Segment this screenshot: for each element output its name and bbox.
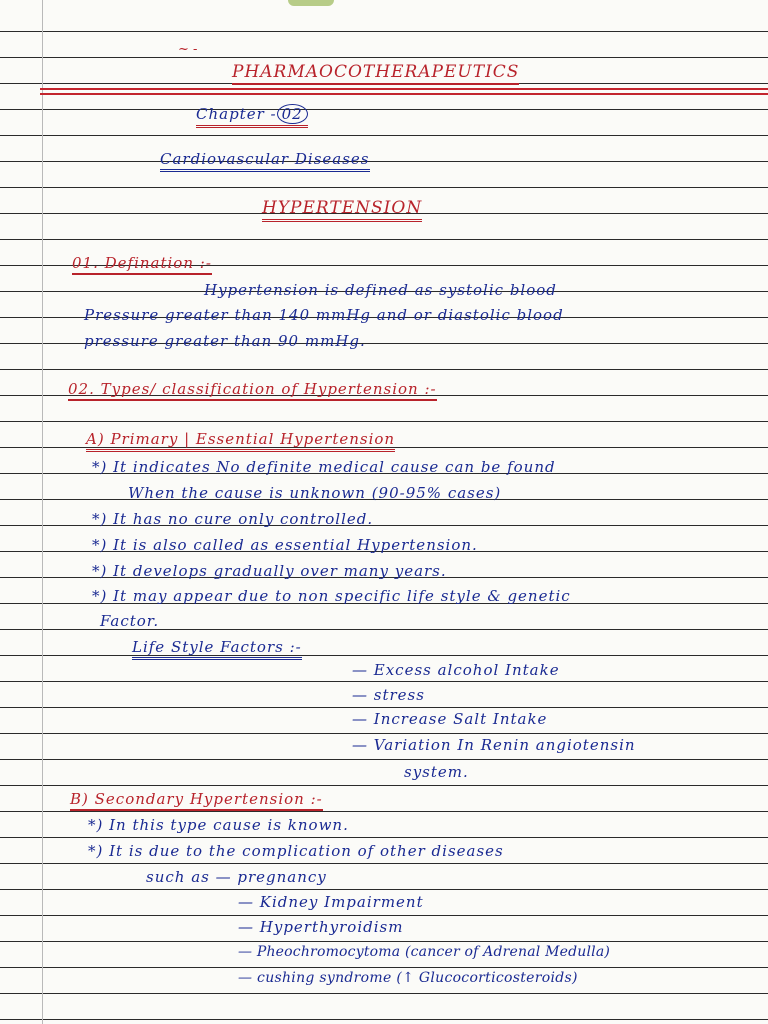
lifestyle-item-4: — Variation In Renin angiotensin [352, 736, 636, 754]
primary-heading: A) Primary | Essential Hypertension [86, 430, 395, 452]
secondary-heading: B) Secondary Hypertension :- [70, 790, 323, 811]
title-red-rule [40, 88, 768, 90]
primary-point-5: *) It may appear due to non specific life style & genetic [92, 587, 571, 605]
lifestyle-item-2: — stress [352, 686, 425, 704]
chapter-number: 02 [277, 104, 308, 124]
primary-point-4: *) It develops gradually over many years. [92, 562, 447, 580]
definition-line-3: pressure greater than 90 mmHg. [84, 332, 366, 350]
secondary-item-3: — Pheochromocytoma (cancer of Adrenal Medulla) [238, 944, 611, 960]
secondary-item-1: — Kidney Impairment [238, 893, 424, 911]
lifestyle-item-3: — Increase Salt Intake [352, 710, 548, 728]
margin-line [42, 0, 43, 1024]
chapter-label: Chapter - [196, 105, 277, 123]
topic-heading: HYPERTENSION [262, 198, 422, 222]
definition-line-2: Pressure greater than 140 mmHg and or diastolic blood [84, 306, 564, 324]
definition-heading: 01. Defination :- [72, 254, 212, 275]
primary-point-5-cont: Factor. [100, 612, 160, 630]
primary-point-1-cont: When the cause is unknown (90-95% cases) [128, 484, 502, 502]
secondary-point-2: *) It is due to the complication of other diseases [88, 842, 504, 860]
lifestyle-heading: Life Style Factors :- [132, 638, 302, 660]
lifestyle-item-1: — Excess alcohol Intake [352, 661, 560, 679]
scribble-mark: ~ - [178, 42, 198, 57]
secondary-item-2: — Hyperthyroidism [238, 918, 404, 936]
secondary-point-1: *) In this type cause is known. [88, 816, 349, 834]
definition-line-1: Hypertension is defined as systolic blood [204, 281, 557, 299]
secondary-item-4: — cushing syndrome (↑ Glucocorticosteroids) [238, 970, 578, 986]
title-red-rule-2 [40, 93, 768, 95]
primary-point-3: *) It is also called as essential Hypertension. [92, 536, 478, 554]
chapter-heading [196, 104, 308, 128]
lifestyle-item-4-cont: system. [404, 763, 469, 781]
secondary-point-3: such as — pregnancy [146, 868, 327, 886]
primary-point-2: *) It has no cure only controlled. [92, 510, 374, 528]
primary-point-1: *) It indicates No definite medical cause can be found [92, 458, 556, 476]
types-heading: 02. Types/ classification of Hypertension :- [68, 380, 437, 401]
tape-strip [288, 0, 334, 6]
subject-heading: Cardiovascular Diseases [160, 150, 370, 172]
page-title: PHARMAOCOTHERAPEUTICS [232, 62, 519, 85]
